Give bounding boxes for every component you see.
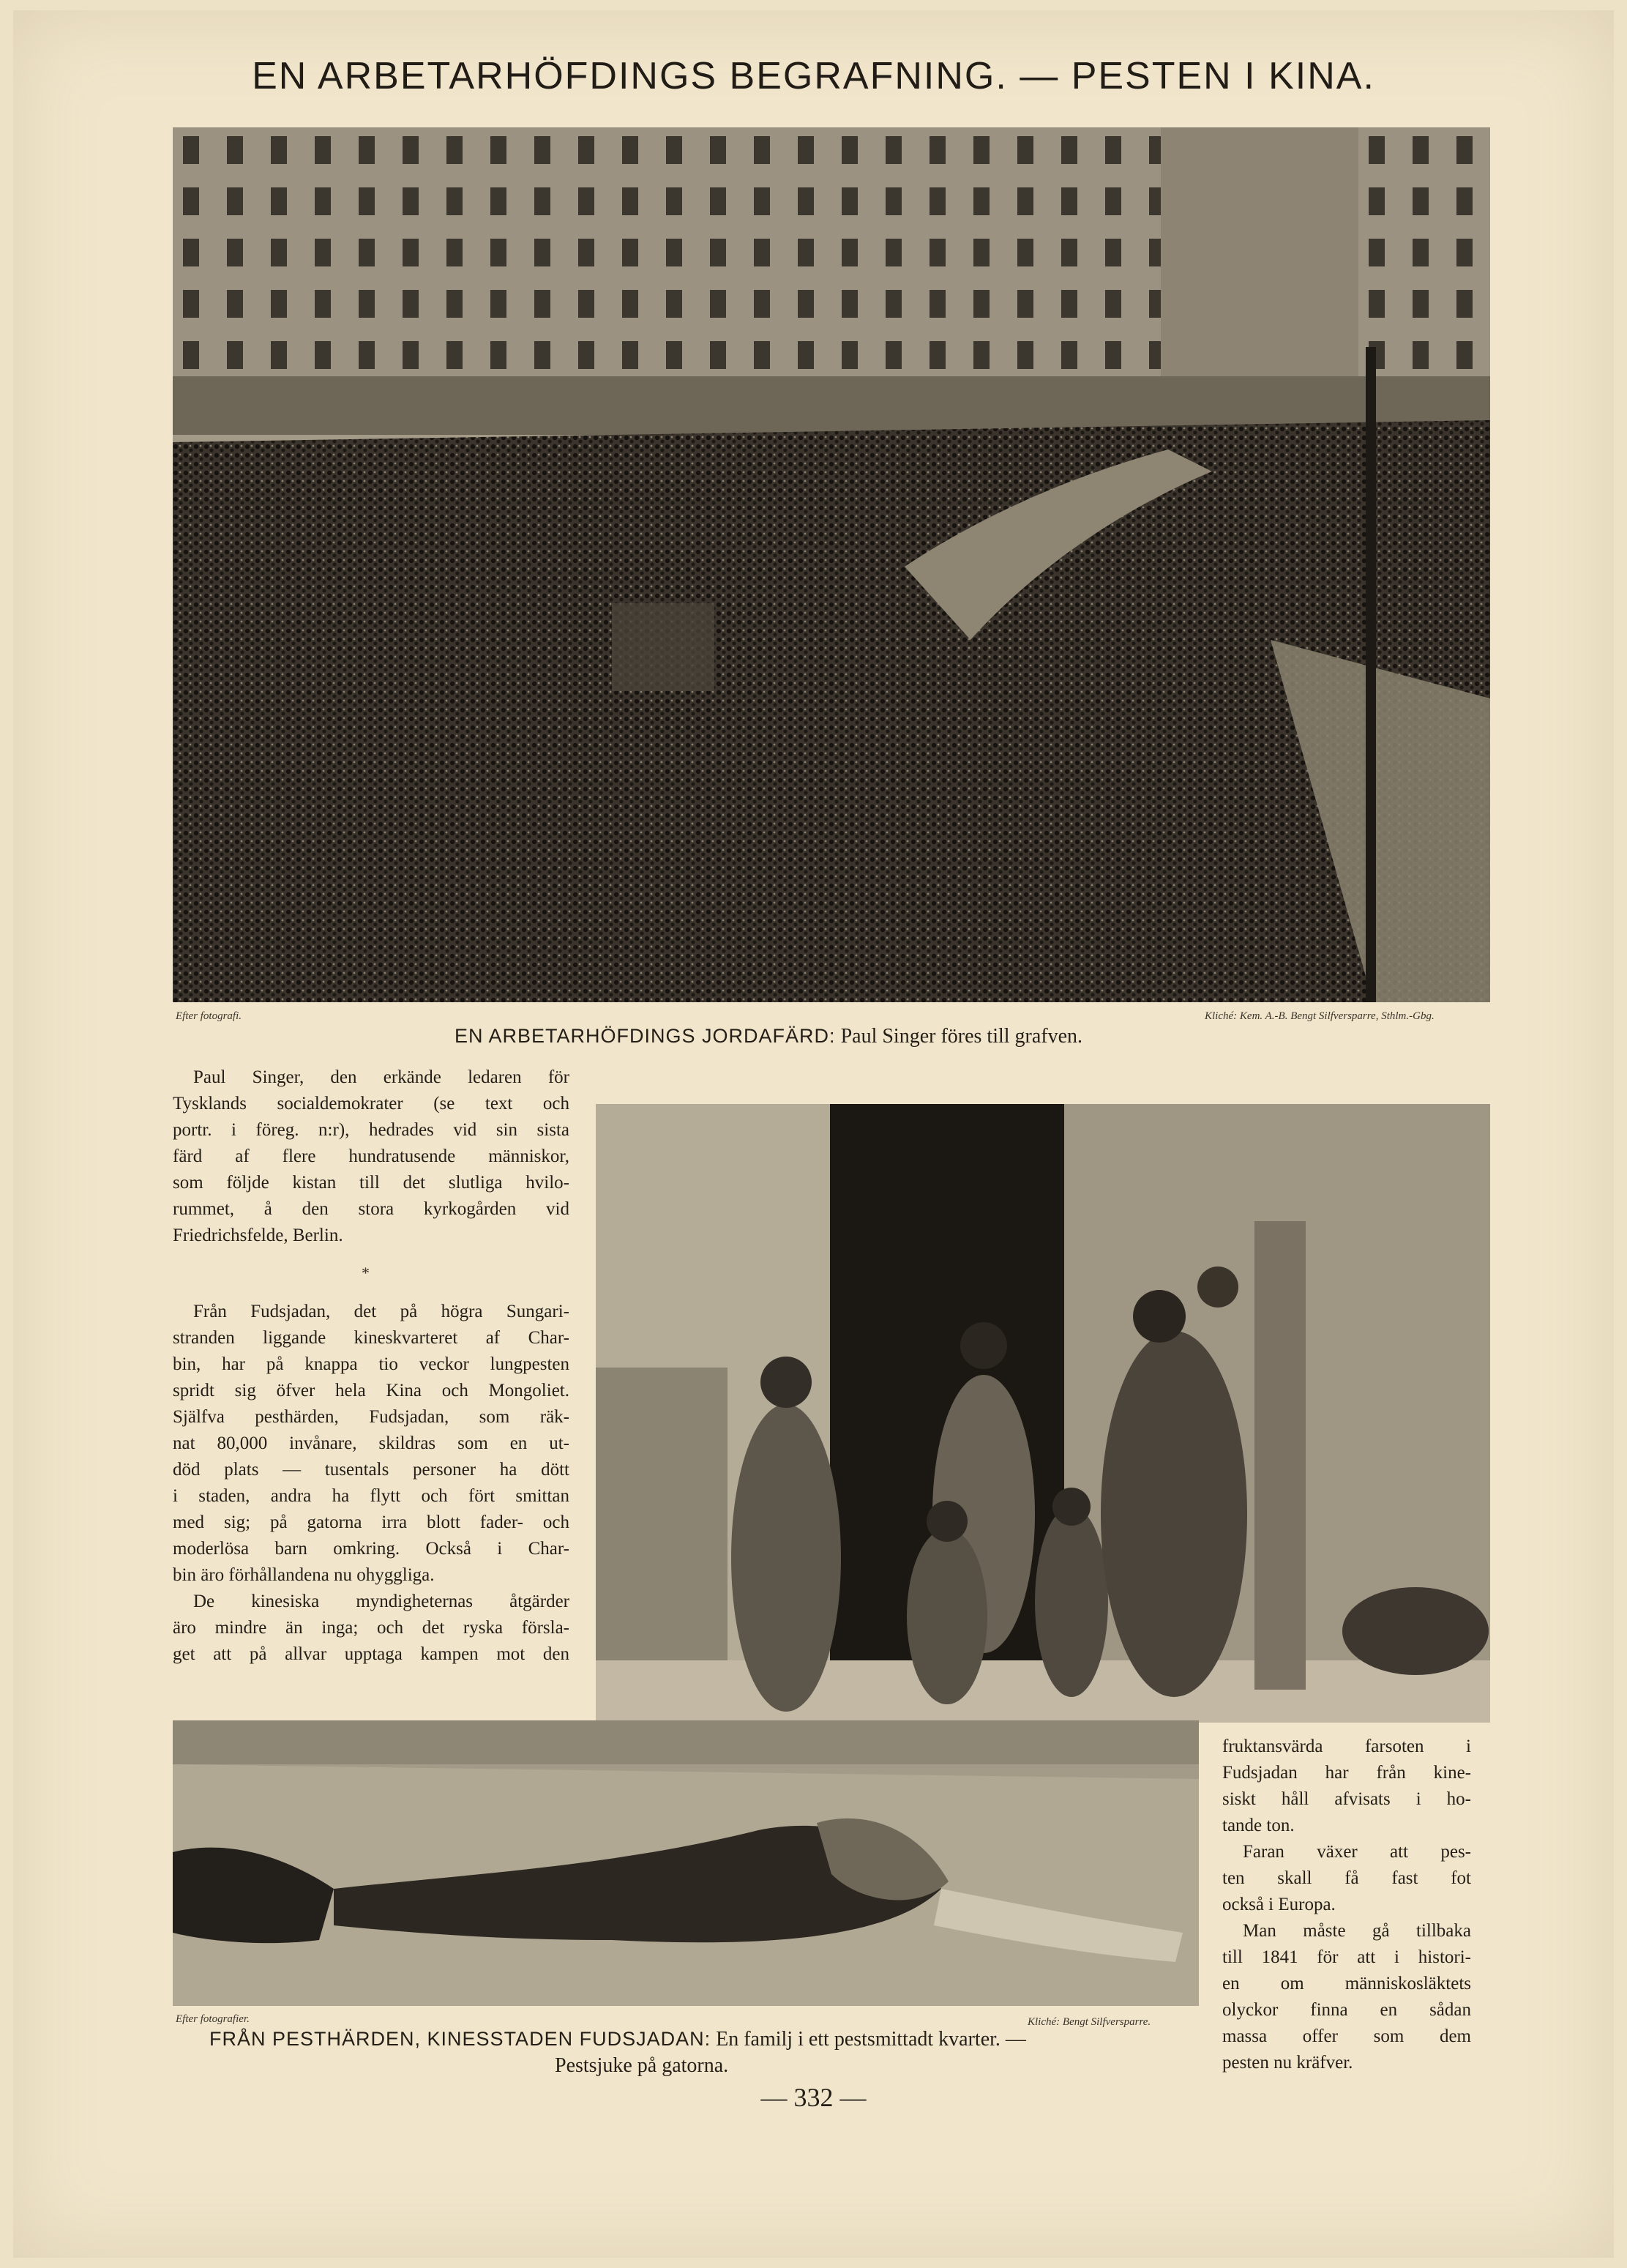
text-line: portr. i föreg. n:r), hedrades vid sin sista (173, 1120, 569, 1140)
text-line: Faran växer att pes- (1243, 1842, 1471, 1862)
text-line: moderlösa barn omkring. Också i Char- (173, 1539, 569, 1559)
text-line: fruktansvärda farsoten i (1222, 1737, 1471, 1756)
text-line: massa offer som dem (1222, 2026, 1471, 2046)
plague-caption-text: En familj i ett pestsmittadt kvarter. — (716, 2028, 1026, 2051)
text-line: pesten nu kräfver. (1222, 2053, 1353, 2073)
plague-caption (209, 2028, 1026, 2051)
text-line: Fudsjadan har från kine- (1222, 1763, 1471, 1783)
text-line: med sig; på gatorna irra blott fader- och (173, 1512, 569, 1532)
text-line: tande ton. (1222, 1816, 1295, 1835)
text-line: Man måste gå tillbaka (1243, 1921, 1471, 1941)
page-title: EN ARBETARHÖFDINGS BEGRAFNING. — PESTEN I KINA. (252, 55, 1375, 97)
text-line: ten skall få fast fot (1222, 1868, 1471, 1888)
text-line: Friedrichsfelde, Berlin. (173, 1226, 343, 1245)
article-column-left (173, 1064, 569, 1249)
magazine-page (13, 10, 1614, 2258)
text-line: nat 80,000 invånare, skildras som en ut- (173, 1433, 569, 1453)
plague-caption-line2: Pestsjuke på gatorna. (555, 2054, 729, 2077)
text-line: De kinesiska myndigheternas åtgärder (193, 1592, 569, 1611)
text-line: siskt håll afvisats i ho- (1222, 1789, 1471, 1809)
text-line: till 1841 för att i histori- (1222, 1947, 1471, 1967)
text-line: Paul Singer, den erkände ledaren för (193, 1067, 569, 1087)
article-column-right (1222, 1734, 1471, 2076)
text-line: Tysklands socialdemokrater (se text och (173, 1094, 569, 1114)
funeral-caption-text: Paul Singer föres till grafven. (840, 1025, 1083, 1048)
photo-credit: Efter fotografi. (176, 1010, 242, 1022)
text-line: olyckor finna en sådan (1222, 2000, 1471, 2020)
text-line: bin äro förhållandena nu ohyggliga. (173, 1565, 435, 1585)
cliche-credit: Kliché: Kem. A.-B. Bengt Silfversparre, Sthlm.-Gbg. (1205, 1010, 1435, 1022)
text-line: rummet, å den stora kyrkogården vid (173, 1199, 569, 1219)
page-number: — 332 — (760, 2083, 867, 2112)
text-line: som följde kistan till det slutliga hvilo- (173, 1173, 569, 1193)
funeral-caption (455, 1025, 1082, 1048)
text-line: också i Europa. (1222, 1895, 1336, 1914)
section-separator: * (362, 1264, 370, 1282)
text-line: stranden liggande kineskvarteret af Char- (173, 1328, 569, 1348)
article-column-left-cont (173, 1299, 569, 1668)
text-line: en om människosläktets (1222, 1974, 1471, 1993)
funeral-caption-title: EN ARBETARHÖFDINGS JORDAFÄRD: (455, 1025, 836, 1047)
text-line: död plats — tusentals personer ha dött (173, 1460, 569, 1480)
plague-caption-title: FRÅN PESTHÄRDEN, KINESSTADEN FUDSJADAN: (209, 2028, 711, 2050)
plague-street-photo (173, 1720, 1199, 2006)
text-line: färd af flere hundratusende människor, (173, 1146, 569, 1166)
funeral-procession-photo (173, 127, 1490, 1002)
text-line: get att på allvar upptaga kampen mot den (173, 1644, 569, 1664)
text-line: spridt sig öfver hela Kina och Mongoliet. (173, 1381, 569, 1400)
text-line: Från Fudsjadan, det på högra Sungari- (193, 1302, 569, 1321)
text-line: bin, har på knappa tio veckor lungpesten (173, 1354, 569, 1374)
text-line: i staden, andra ha flytt och fört smittan (173, 1486, 569, 1506)
plague-family-photo (596, 1104, 1490, 1723)
photo-credit-2: Efter fotografier. (176, 2013, 250, 2025)
text-line: äro mindre än inga; och det ryska försla- (173, 1618, 569, 1638)
cliche-credit-2: Kliché: Bengt Silfversparre. (1028, 2016, 1151, 2028)
text-line: Själfva pesthärden, Fudsjadan, som räk- (173, 1407, 569, 1427)
